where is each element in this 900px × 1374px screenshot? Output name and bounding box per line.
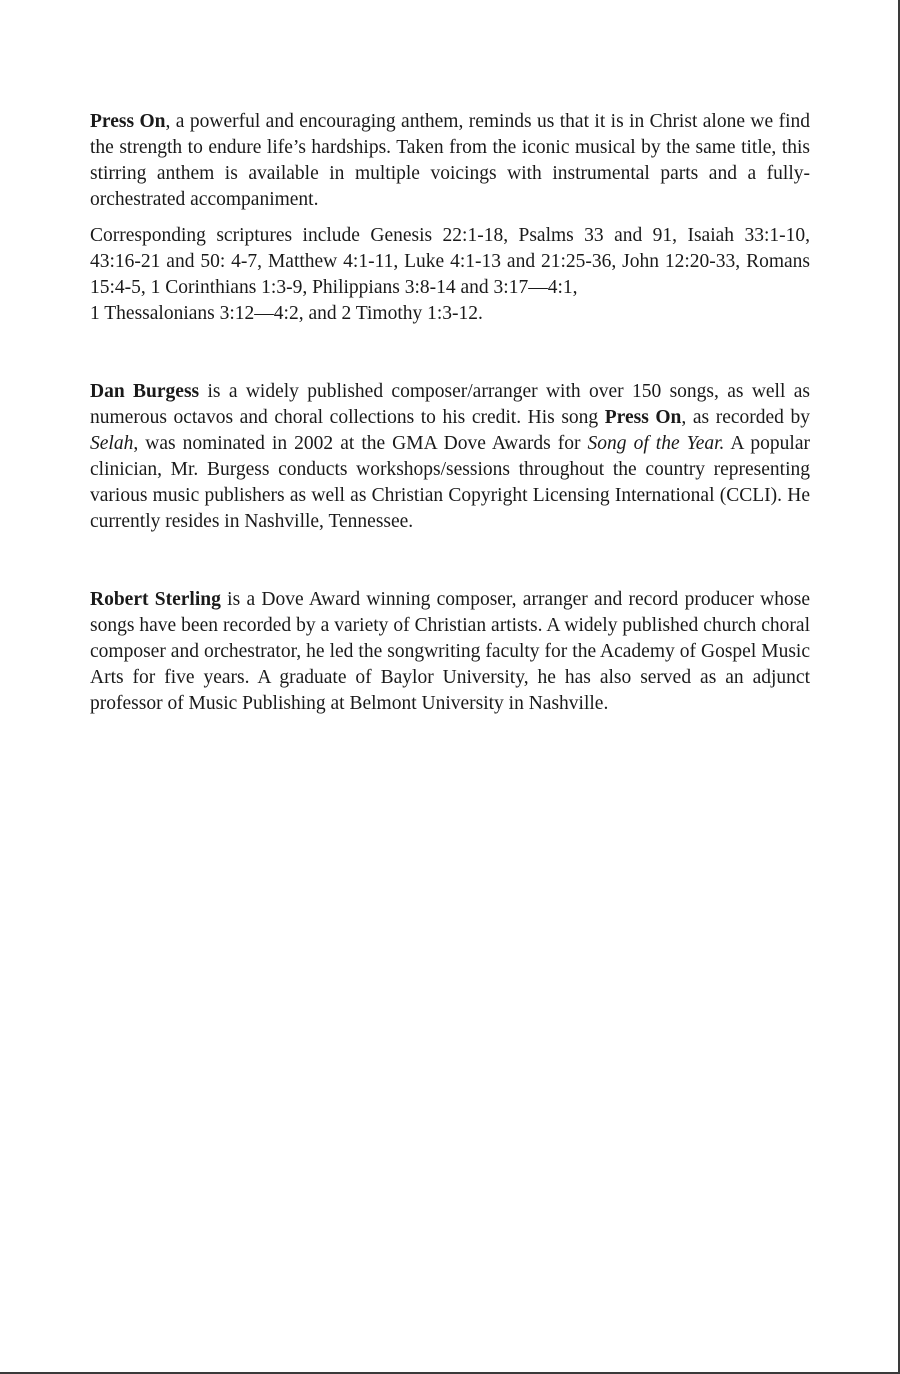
bio-dan-text-1: is a widely published composer/arranger with over 150 songs, as well as numerous octavos and choral collections to his credit. His song: [90, 381, 810, 428]
scripture-text-last: 1 Thessalonians 3:12—4:2, and 2 Timothy 1:3-12.: [90, 303, 483, 324]
intro-title: Press On: [90, 111, 166, 132]
bio-dan-text-3: , was nominated in 2002 at the GMA Dove Awards for: [133, 433, 588, 454]
bio-dan-award: Song of the Year.: [587, 433, 725, 454]
bio-dan-text-2: , as recorded by: [681, 407, 810, 428]
scripture-text: Corresponding scriptures include Genesis 22:1-18, Psalms 33 and 91, Isaiah 33:1-10, 43:16-21 and 50: 4-7, Matthew 4:1-11, Luke 4:1-13 and 21:25-36, John 12:20-33, Romans 15:4-5, 1 Corinthians 1:3-9, Philippians 3:8-14 and 3:17—4:1,: [90, 225, 810, 298]
bio-robert-text: is a Dove Award winning composer, arranger and record producer whose songs have been recorded by a variety of Christian artists. A widely published church choral composer and orchestrator, he led the songwriting faculty for the Academy of Gospel Music Arts for five years. A graduate of Baylor University, he has also served as an adjunct professor of Music Publishing at Belmont University in Nashville.: [90, 589, 810, 714]
page-content: [90, 109, 810, 717]
intro-text: , a powerful and encouraging anthem, reminds us that it is in Christ alone we find the strength to endure life’s hardships. Taken from the iconic musical by the same title, this stirring anthem is available in multiple voicings with instrumental parts and a fully-orchestrated accompaniment.: [90, 111, 810, 210]
bio-robert-name: Robert Sterling: [90, 589, 221, 610]
bio-dan-artist: Selah: [90, 433, 134, 454]
intro-paragraph: [90, 109, 810, 213]
bio-dan-burgess: [90, 379, 810, 535]
bio-dan-text-4: A popular clinician, Mr. Burgess conducts workshops/sessions throughout the country representing various music publishers as well as Christian Copyright Licensing International (CCLI). He currently resides in Nashville, Tennessee.: [90, 433, 810, 532]
bio-robert-sterling: [90, 587, 810, 717]
bio-dan-song: Press On: [604, 407, 682, 428]
bio-dan-name: Dan Burgess: [90, 381, 200, 402]
scripture-paragraph: [90, 223, 810, 327]
